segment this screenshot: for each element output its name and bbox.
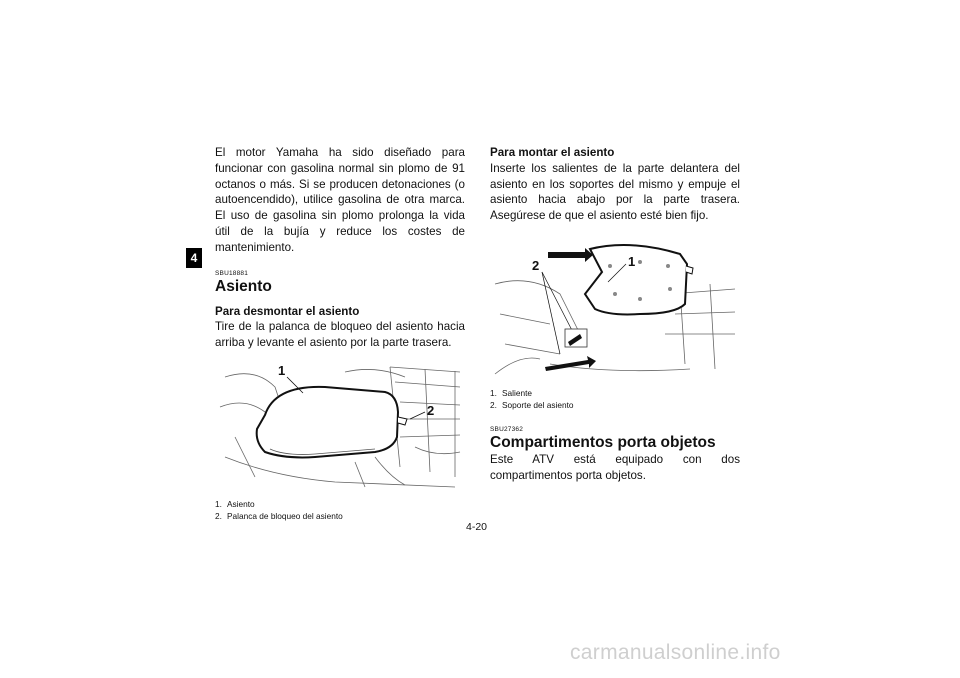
watermark: carmanualsonline.info [570,641,781,664]
callout-1: 1 [628,253,636,269]
callout-2: 2 [427,402,435,418]
caption-2: 2. Palanca de bloqueo del asiento [215,511,343,522]
caption-1: 1. Asiento [215,498,255,509]
caption-2: 2. Soporte del asiento [490,400,574,411]
subheading-remove-seat: Para desmontar el asiento [215,304,360,318]
section-code: SBU18881 [215,269,249,277]
left-column [215,145,465,523]
subheading-install-seat: Para montar el asiento [490,146,615,159]
seat-install-illustration [490,234,740,379]
install-seat-paragraph: Inserte los salientes de la parte delantera del asiento en los soportes del mismo y empuje el asiento hacia abajo por la parte trasera. Asegúrese de que el asiento esté bien fijo. [490,161,740,223]
chapter-tab: 4 [186,248,202,268]
storage-paragraph: Este ATV está equipado con dos compartimentos porta objetos. [490,452,740,482]
remove-seat-paragraph: Tire de la palanca de bloqueo del asiento hacia arriba y levante el asiento por la parte trasera. [215,320,465,350]
intro-paragraph: El motor Yamaha ha sido diseñado para funcionar con gasolina normal sin plomo de 91 octanos o más. Si se producen detonaciones (o autoencendido), utilice gasolina de otra marca. El uso de gasolina sin plomo prolonga la vida útil de la bujía y reduce los costes de mantenimiento. [215,146,465,254]
callout-1: 1 [278,362,286,378]
page-number: 4-20 [466,521,488,533]
right-column [490,145,740,484]
seat-removal-illustration [215,357,465,492]
caption-1: 1. Saliente [490,387,532,398]
section-heading-compartimentos: Compartimentos porta objetos [490,433,716,451]
section-heading-asiento: Asiento [215,277,272,295]
callout-2: 2 [532,257,540,273]
section-code: SBU27362 [490,425,524,433]
